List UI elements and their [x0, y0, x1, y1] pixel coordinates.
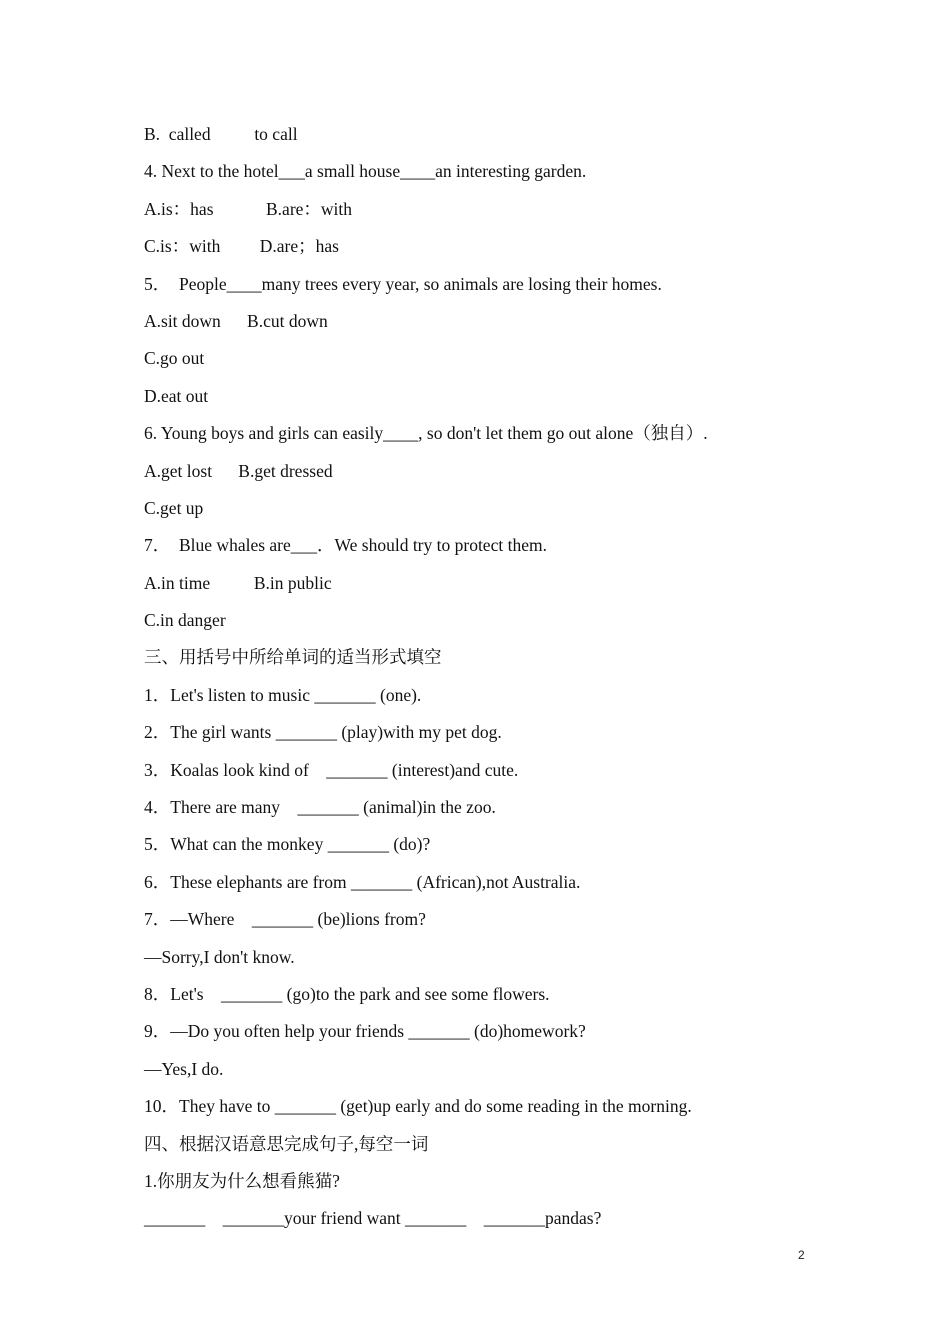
translation-1-blanks: _______ _______your friend want _______ _______pandas? [144, 1208, 602, 1229]
question-5-options-ab: A.sit down B.cut down [144, 310, 328, 331]
fill-blank-2: 2．The girl wants _______ (play)with my pet dog. [144, 722, 502, 743]
question-5: 5． People____many trees every year, so animals are losing their homes. [144, 273, 662, 294]
page-number: 2 [798, 1248, 805, 1262]
question-7-options-ab: A.in time B.in public [144, 572, 332, 593]
question-5-option-d: D.eat out [144, 385, 209, 406]
question-5-option-c: C.go out [144, 348, 205, 369]
question-6-option-c: C.get up [144, 497, 204, 518]
fill-blank-9: 9．—Do you often help your friends _______ (do)homework? [144, 1021, 586, 1042]
fill-blank-1: 1．Let's listen to music _______ (one). [144, 684, 422, 705]
worksheet-content [144, 121, 844, 1243]
fill-blank-3: 3．Koalas look kind of _______ (interest)and cute. [144, 759, 519, 780]
fill-blank-5: 5．What can the monkey _______ (do)? [144, 834, 431, 855]
fill-blank-7: 7．—Where _______ (be)lions from? [144, 909, 426, 930]
fill-blank-7-reply: —Sorry,I don't know. [144, 946, 295, 967]
fill-blank-10: 10．They have to _______ (get)up early and do some reading in the morning. [144, 1096, 692, 1117]
fill-blank-8: 8．Let's _______ (go)to the park and see some flowers. [144, 983, 550, 1004]
translation-1-prompt: 1.你朋友为什么想看熊猫? [144, 1170, 340, 1191]
section-4-heading: 四、根据汉语意思完成句子,每空一词 [144, 1133, 429, 1154]
option-line: B. called to call [144, 124, 298, 144]
section-3-heading: 三、用括号中所给单词的适当形式填空 [144, 647, 442, 668]
question-4-options-ab: A.is：has B.are：with [144, 198, 353, 219]
question-7: 7． Blue whales are___．We should try to protect them. [144, 535, 547, 556]
question-7-option-c: C.in danger [144, 610, 226, 631]
question-4: 4. Next to the hotel___a small house____an interesting garden. [144, 161, 587, 182]
fill-blank-6: 6．These elephants are from _______ (African),not Australia. [144, 871, 581, 892]
fill-blank-9-reply: —Yes,I do. [144, 1058, 224, 1079]
question-6: 6. Young boys and girls can easily____, so don't let them go out alone（独自）. [144, 423, 708, 444]
question-4-options-cd: C.is：with D.are；has [144, 236, 339, 257]
question-6-options-ab: A.get lost B.get dressed [144, 460, 333, 481]
fill-blank-4: 4．There are many _______ (animal)in the zoo. [144, 797, 496, 818]
